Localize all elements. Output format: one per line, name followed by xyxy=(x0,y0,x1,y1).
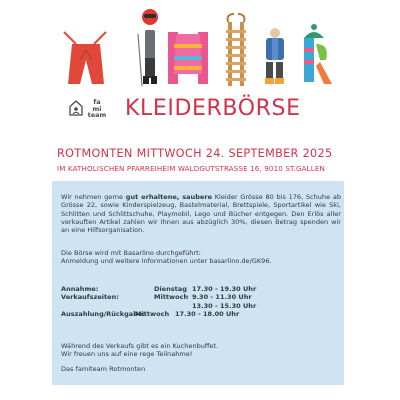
logo-text-line: mi xyxy=(92,104,102,113)
page-title: KLEIDERBÖRSE xyxy=(125,96,301,121)
letter-r-hat-scarf xyxy=(304,24,332,84)
logo-wordmark xyxy=(85,99,109,119)
schedule-table xyxy=(61,285,341,318)
payout-day: Mittwoch xyxy=(135,309,170,318)
schedule-time: 9.30 - 11.30 Uhr xyxy=(192,293,252,302)
schedule-row xyxy=(61,293,341,301)
registration-line-2: Anmeldung und weitere Informationen unter basarlino.de/GK96. xyxy=(61,257,272,266)
letter-t-sled xyxy=(226,14,246,86)
registration-paragraph xyxy=(61,249,341,266)
payout-row xyxy=(61,310,341,318)
schedule-label: Verkaufszeiten: xyxy=(61,293,119,302)
closing-line-1: Während des Verkaufs gibt es ein Kuchenbuffet. xyxy=(61,342,219,350)
schedule-time: 13.30 - 15.30 Uhr xyxy=(192,301,257,310)
logo-text-line: fa xyxy=(93,98,101,106)
schedule-day: Mittwoch xyxy=(154,293,189,302)
letter-n-sweater xyxy=(168,32,208,84)
intro-text-rest: Kleider Grösse 80 bis 176, Schuhe ab Grösse 22, sowie Kinderspielzeug, Bastelmaterial, Brettspiele, Sportartikel wie Ski, Schlitten und Schlittschuhe, Playmobil, Lego und Bücher entgegen. Den Erlös aller verkauften Artikel zahlen wir Ihnen aus abzüglich 30%, diesen Betrag spenden wir an eine Hilfsorganisation. xyxy=(61,193,341,235)
schedule-label: Annahme: xyxy=(61,285,99,293)
event-location: IM KATHOLISCHEN PFARREIHEIM WALDGUTSTRASSE 16, 9010 ST.GALLEN xyxy=(57,164,325,173)
signature: Das famiteam Rotmonten xyxy=(61,365,146,373)
logo-text-line: team xyxy=(87,111,107,120)
schedule-row xyxy=(61,285,341,293)
schedule-time: 17.30 - 19.30 Uhr xyxy=(192,285,257,293)
intro-text-bold: gut erhaltene, saubere xyxy=(125,193,213,201)
payout-label: Auszahlung/Rückgabe: xyxy=(61,309,145,318)
schedule-row xyxy=(61,302,341,310)
house-logo-icon xyxy=(69,100,83,116)
letter-e-jacket xyxy=(265,28,284,84)
intro-paragraph xyxy=(61,193,341,234)
famiteam-logo xyxy=(69,99,109,121)
winter-letters-graphic xyxy=(58,4,348,90)
intro-text-start: Wir nehmen gerne xyxy=(61,193,126,201)
winter-clothing-illustration xyxy=(58,4,348,90)
letter-w-ski-pants xyxy=(64,32,106,84)
event-date-headline: ROTMONTEN MITTWOCH 24. SEPTEMBER 2025 xyxy=(57,147,333,160)
letter-i-skier xyxy=(138,9,158,86)
schedule-day: Dienstag xyxy=(154,285,187,293)
closing-line-2: Wir freuen uns auf eine rege Teilnahme! xyxy=(61,350,193,359)
closing-paragraph xyxy=(61,342,341,359)
payout-time: 17.30 - 18.00 Uhr xyxy=(175,309,240,318)
registration-line-1: Die Börse wird mit Basarlino durchgeführt: xyxy=(61,249,201,257)
